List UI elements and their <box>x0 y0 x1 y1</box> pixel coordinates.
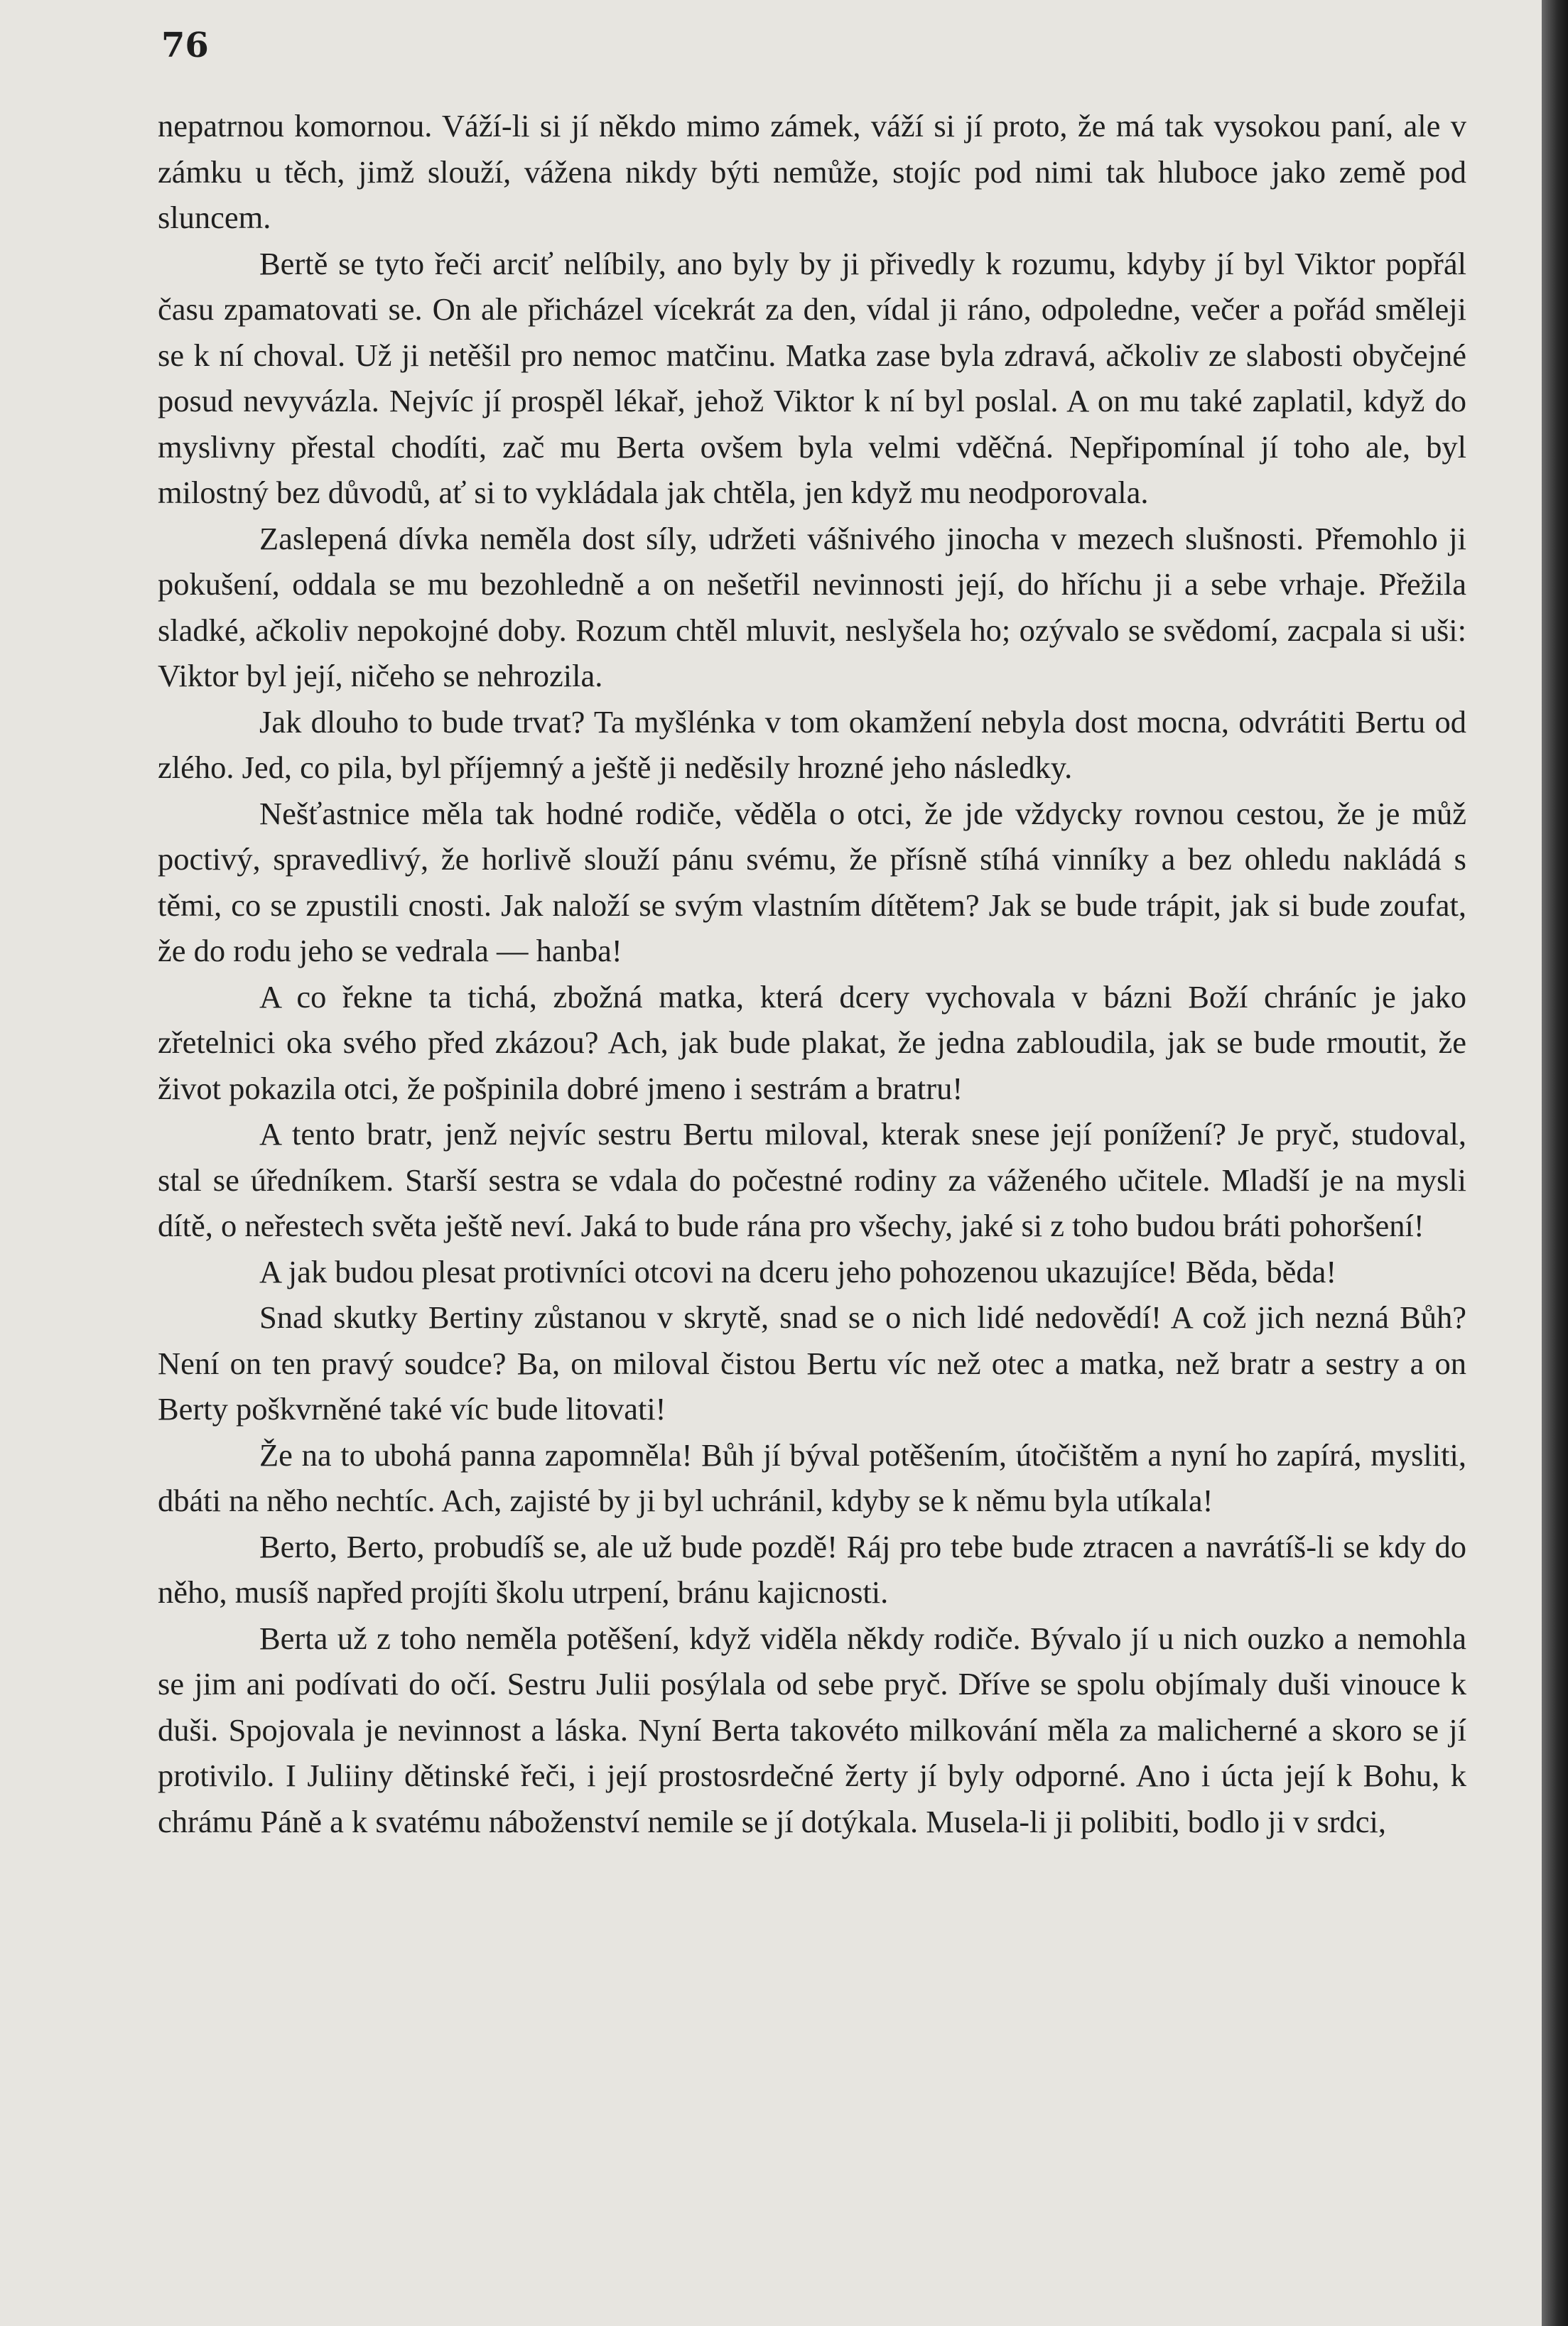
page-number: 76 <box>161 26 209 65</box>
paragraph: Že na to ubohá panna zapomněla! Bůh jí býval potěšením, útočištěm a nyní ho zapírá, mysliti, dbáti na něho nechtíc. Ach, zajisté by ji byl uchránil, kdyby se k němu byla utíkala! <box>158 1437 1466 1518</box>
paragraph: Berta už z toho neměla potěšení, když viděla někdy rodiče. Bývalo jí u nich ouzko a nemohla se jim ani podívati do očí. Sestru Julii posýlala od sebe pryč. Dříve se spolu objímaly duši vinouce k duši. Spojovala je nevinnost a láska. Nyní Berta takovéto milkování měla za malicherné a skoro se jí protivilo. I Juliiny dětinské řeči, i její prostosrdečné žerty jí byly odporné. Ano i úcta její k Bohu, k chrámu Páně a k svatému náboženství nemile se jí dotýkala. Musela-li ji polibiti, bodlo ji v srdci, <box>158 1620 1466 1839</box>
paragraph: nepatrnou komornou. Váží-li si jí někdo mimo zámek, váží si jí proto, že má tak vysokou paní, ale v zámku u těch, jimž slouží, vážena nikdy býti nemůže, stojíc pod nimi tak hluboce jako země pod sluncem. <box>158 108 1466 235</box>
body-text <box>158 103 1466 1844</box>
paragraph: Zaslepená dívka neměla dost síly, udržeti vášnivého jinocha v mezech slušnosti. Přemohlo ji pokušení, oddala se mu bezohledně a on nešetřil nevinnosti její, do hříchu ji a sebe vrhaje. Přežila sladké, ačkoliv nepokojné doby. Rozum chtěl mluvit, neslyšela ho; ozývalo se svědomí, zacpala si uši: Viktor byl její, ničeho se nehrozila. <box>158 520 1466 693</box>
paragraph: A jak budou plesat protivníci otcovi na dceru jeho pohozenou ukazujíce! Běda, běda! <box>259 1253 1337 1289</box>
paragraph: A co řekne ta tichá, zbožná matka, která dcery vychovala v bázni Boží chráníc je jako zřetelnici oka svého před zkázou? Ach, jak bude plakat, že jedna zabloudila, jak se bude rmoutit, že život pokazila otci, že pošpinila dobré jmeno i sestrám a bratru! <box>158 978 1466 1106</box>
paragraph: Jak dlouho to bude trvat? Ta myšlénka v tom okamžení nebyla dost mocna, odvrátiti Bertu od zlého. Jed, co pila, byl příjemný a ještě ji neděsily hrozné jeho následky. <box>158 703 1466 785</box>
paragraph: A tento bratr, jenž nejvíc sestru Bertu miloval, kterak snese její ponížení? Je pryč, studoval, stal se úředníkem. Starší sestra se vdala do počestné rodiny za váženého učitele. Mladší je na mysli dítě, o neřestech světa ještě neví. Jaká to bude rána pro všechy, jaké si z toho budou bráti pohoršení! <box>158 1116 1466 1243</box>
paragraph: Nešťastnice měla tak hodné rodiče, věděla o otci, že jde vždycky rovnou cestou, že je můž poctivý, spravedlivý, že horlivě slouží pánu svému, že přísně stíhá vinníky a bez ohledu nakládá s těmi, co se zpustili cnosti. Jak naloží se svým vlastním dítětem? Jak se bude trápit, jak si bude zoufat, že do rodu jeho se vedrala — hanba! <box>158 795 1466 968</box>
paragraph: Berto, Berto, probudíš se, ale už bude pozdě! Ráj pro tebe bude ztracen a navrátíš-li se kdy do něho, musíš napřed projíti školu utrpení, bránu kajicnosti. <box>158 1528 1466 1610</box>
paragraph: Bertě se tyto řeči arciť nelíbily, ano byly by ji přivedly k rozumu, kdyby jí byl Viktor popřál času zpamatovati se. On ale přicházel vícekrát za den, vídal ji ráno, odpoledne, večer a pořád směleji se k ní choval. Už ji netěšil pro nemoc matčinu. Matka zase byla zdravá, ačkoliv ze slabosti obyčejné posud nevyvázla. Nejvíc jí prospěl lékař, jehož Viktor k ní byl poslal. A on mu také zaplatil, když do myslivny přestal chodíti, zač mu Berta ovšem byla velmi vděčná. Nepřipomínal jí toho ale, byl milostný bez důvodů, ať si to vykládala jak chtěla, jen když mu neodporovala. <box>158 245 1466 510</box>
paragraph: Snad skutky Bertiny zůstanou v skrytě, snad se o nich lidé nedovědí! A což jich nezná Bůh? Není on ten pravý soudce? Ba, on miloval čistou Bertu víc než otec a matka, než bratr a sestry a on Berty poškvrněné také víc bude litovati! <box>158 1299 1466 1427</box>
page-edge-shadow <box>1542 0 1568 2326</box>
